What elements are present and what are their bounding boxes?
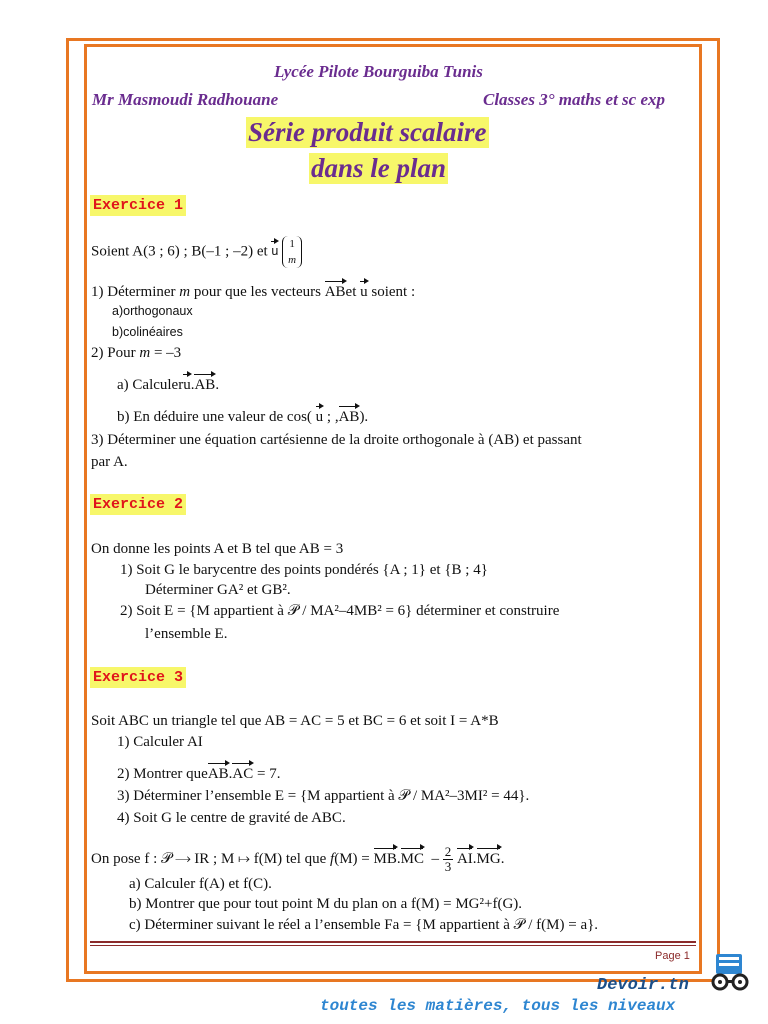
exercise-3-heading: Exercice 3: [90, 667, 186, 688]
vector-MB: MB: [373, 850, 397, 867]
q1-mid: pour que les vecteurs: [193, 284, 321, 300]
ex3-qb: b) Montrer que pour tout point M du plan on a f(M) = MG²+f(G).: [129, 896, 523, 912]
ex1-q1a: a)orthogonaux: [112, 304, 193, 318]
q2-post-3: = 7.: [257, 766, 281, 782]
pose-f: f: [330, 850, 335, 867]
coord-1: 1: [289, 238, 295, 250]
ex1-q3-line2: par A.: [91, 454, 128, 470]
ex3-qa: a) Calculer f(A) et f(C).: [129, 876, 272, 892]
q2b-post: ).: [359, 409, 369, 425]
devoir-logo-icon: [704, 952, 756, 994]
ex3-q1: 1) Calculer AI: [117, 734, 203, 750]
ex2-q2: 2) Soit E = {M appartient à 𝒫 / MA²–4MB² = 6} déterminer et construire: [120, 603, 560, 619]
ex1-q3-line1: 3) Déterminer une équation cartésienne de la droite orthogonale à (AB) et passant: [91, 432, 582, 448]
school-name: Lycée Pilote Bourguiba Tunis: [274, 62, 483, 81]
ex1-q1: [91, 284, 415, 301]
devoir-tagline: toutes les matières, tous les niveaux: [320, 997, 676, 1015]
vector-u-2: u: [360, 284, 368, 300]
q1-pre: 1) Déterminer: [91, 284, 176, 300]
footer-rule: [90, 941, 696, 943]
q1-et: et: [345, 284, 357, 300]
vector-u-coords: [282, 236, 302, 268]
q2a-text: a) Calculer: [117, 377, 184, 393]
q2b-pre: b) En déduire une valeur de cos(: [117, 409, 312, 425]
ex1-q2: [91, 345, 181, 362]
vector-AB-2: AB: [194, 377, 216, 393]
teacher-name: Mr Masmoudi Radhouane: [92, 90, 279, 109]
classes-label: Classes 3° maths et sc exp: [483, 90, 665, 109]
vector-MG: MG: [476, 850, 501, 867]
coord-m: m: [288, 254, 297, 266]
ex3-intro: Soit ABC un triangle tel que AB = AC = 5 et BC = 6 et soit I = A*B: [91, 713, 499, 729]
vector-AB-4: AB: [207, 766, 229, 782]
ex1-intro: [91, 236, 302, 268]
devoir-logo: Devoir.tn: [597, 976, 689, 995]
ex3-qc: c) Déterminer suivant le réel a l’ensemble Fa = {M appartient à 𝒫 / f(M) = a}.: [129, 917, 599, 933]
q2b-sym: ; ,: [326, 409, 339, 425]
pose-fm: (M) =: [334, 850, 370, 867]
ex3-q3: 3) Déterminer l’ensemble E = {M appartient à 𝒫 / MA²–3MI² = 44}.: [117, 788, 530, 804]
exercise-2-heading: Exercice 2: [90, 494, 186, 515]
ex1-intro-text: Soient A(3 ; 6) ; B(–1 ; –2) et: [91, 243, 268, 260]
q2-pre: 2) Pour: [91, 345, 136, 361]
q1-post: soient :: [371, 284, 416, 300]
vector-u-4: u: [315, 409, 324, 425]
ex1-q2b: [117, 409, 368, 426]
fraction-num: 2: [444, 844, 452, 859]
vector-AB: AB: [324, 284, 346, 300]
q1-m: m: [179, 284, 191, 300]
ex1-q1b: b)colinéaires: [112, 325, 183, 339]
vector-AI: AI: [456, 850, 473, 867]
ex3-q4: 4) Soit G le centre de gravité de ABC.: [117, 810, 346, 826]
ex1-q2a: a) Calculeru.AB.: [117, 377, 220, 393]
ex2-q1: 1) Soit G le barycentre des points pondérés {A ; 1} et {B ; 4}: [120, 562, 488, 578]
vector-MC: MC: [400, 850, 424, 867]
fraction-2-3: [443, 845, 454, 874]
footer-rule-2: [90, 945, 696, 946]
ex2-intro: On donne les points A et B tel que AB = 3: [91, 541, 344, 557]
pose-pre: On pose f : 𝒫 ⟶ IR ; M ↦ f(M) tel que: [91, 850, 327, 867]
exercise-1-heading: Exercice 1: [90, 195, 186, 216]
title-line-2: dans le plan: [311, 153, 447, 183]
ex2-q1b: Déterminer GA² et GB².: [145, 582, 291, 598]
ex3-pose: On pose f : 𝒫 ⟶ IR ; M ↦ f(M) tel que f(M) = MB.MC – $\frac{2}{3}$ AI.MG.: [91, 844, 505, 874]
page-number: Page 1: [655, 950, 690, 962]
q2-pre-3: 2) Montrer que: [117, 766, 208, 782]
vector-u-3: u: [183, 377, 191, 393]
fraction-den: 3: [444, 859, 452, 874]
vector-AC: AC: [232, 766, 254, 782]
q2-val: = –3: [153, 345, 182, 361]
q2-m: m: [139, 345, 151, 361]
vector-u: u: [271, 244, 279, 259]
ex3-q2: 2) Montrer queAB.AC = 7.: [117, 766, 281, 782]
ex2-q2b: l’ensemble E.: [145, 626, 228, 642]
vector-AB-3: AB: [338, 409, 360, 425]
title-line-1: Série produit scalaire: [248, 117, 487, 147]
